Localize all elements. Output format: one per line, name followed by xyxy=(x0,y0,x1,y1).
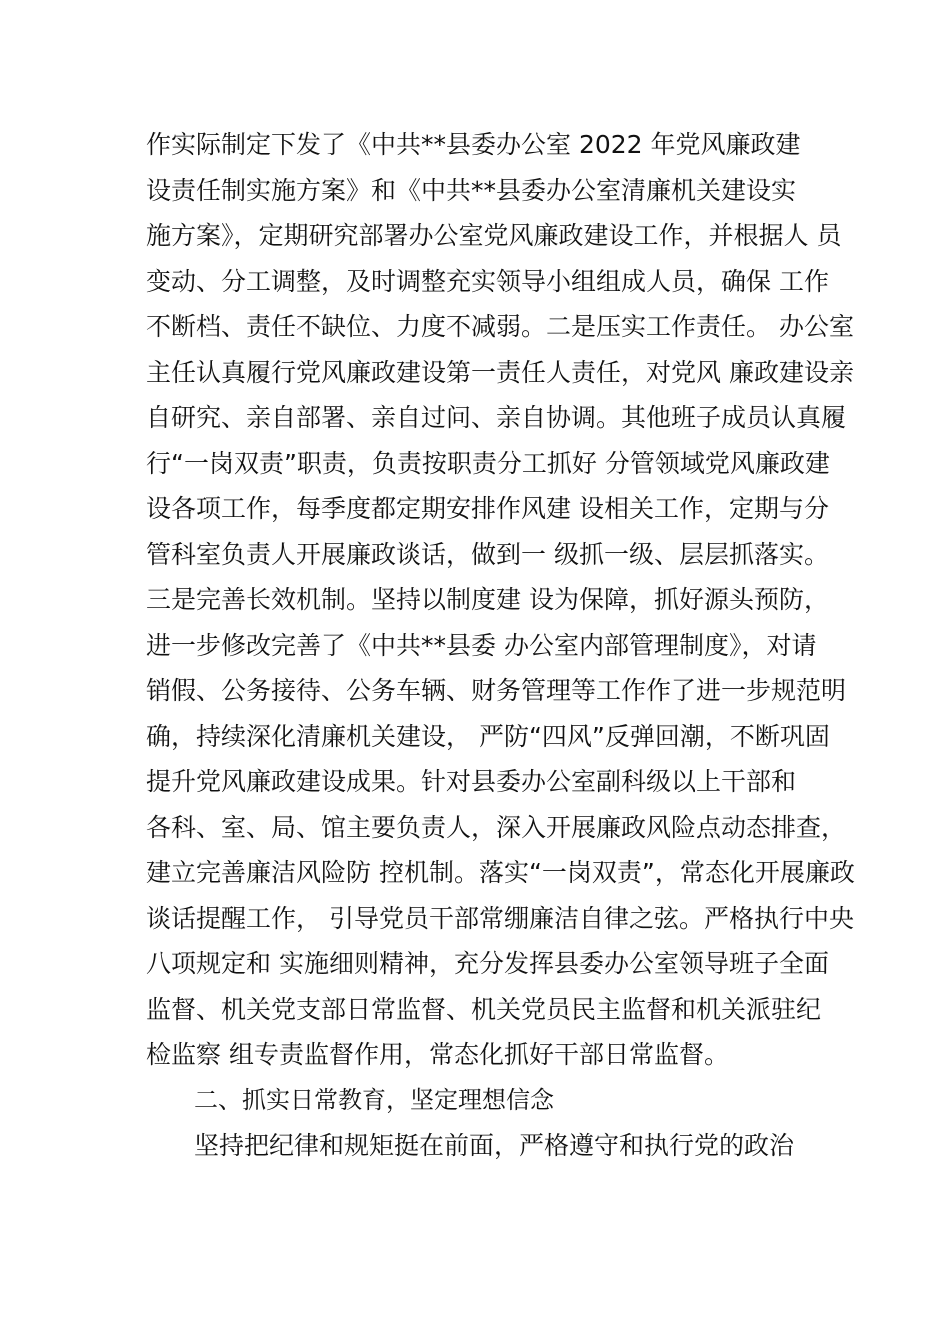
body-line: 各科、室、局、馆主要负责人，深入开展廉政风险点动态排查， xyxy=(146,812,847,842)
body-line: 自研究、亲自部署、亲自过问、亲自协调。其他班子成员认真履 xyxy=(146,403,847,432)
body-line: 变动、分工调整，及时调整充实领导小组组成人员，确保 工作 xyxy=(146,266,829,296)
body-line: 作实际制定下发了《中共**县委办公室 2022 年党风廉政建 xyxy=(146,130,801,159)
body-line: 八项规定和 实施细则精神，充分发挥县委办公室领导班子全面 xyxy=(146,949,829,978)
body-line: 三是完善长效机制。坚持以制度建 设为保障，抓好源头预防， xyxy=(146,585,829,614)
document-body xyxy=(146,122,855,1169)
body-line: 行“一岗双责”职责，负责按职责分工抓好 分管领域党风廉政建 xyxy=(146,448,830,478)
body-line: 设各项工作，每季度都定期安排作风建 设相关工作，定期与分 xyxy=(146,494,829,523)
body-line: 主任认真履行党风廉政建设第一责任人责任，对党风 廉政建设亲 xyxy=(146,357,854,387)
body-line: 施方案》，定期研究部署办公室党风廉政建设工作，并根据人 员 xyxy=(146,221,842,250)
body-line: 提升党风廉政建设成果。针对县委办公室副科级以上干部和 xyxy=(146,767,797,796)
body-line: 销假、公务接待、公务车辆、财务管理等工作作了进一步规范明 xyxy=(146,676,847,705)
closing-line: 坚持把纪律和规矩挺在前面，严格遵守和执行党的政治 xyxy=(194,1131,795,1160)
body-line: 检监察 组专责监督作用，常态化抓好干部日常监督。 xyxy=(146,1040,729,1069)
body-line: 设责任制实施方案》和《中共**县委办公室清廉机关建设实 xyxy=(146,175,797,205)
body-line: 进一步修改完善了《中共**县委 办公室内部管理制度》，对请 xyxy=(146,630,817,660)
body-line: 建立完善廉洁风险防 控机制。落实“一岗双责”，常态化开展廉政 xyxy=(146,858,855,887)
body-line: 监督、机关党支部日常监督、机关党员民主监督和机关派驻纪 xyxy=(146,994,822,1024)
body-line: 确，持续深化清廉机关建设， 严防“四风”反弹回潮，不断巩固 xyxy=(146,721,830,751)
body-line: 不断档、责任不缺位、力度不减弱。二是压实工作责任。 办公室 xyxy=(146,312,854,341)
body-line: 谈话提醒工作， 引导党员干部常绷廉洁自律之弦。严格执行中央 xyxy=(146,903,854,933)
section-heading: 二、抓实日常教育，坚定理想信念 xyxy=(194,1085,554,1114)
body-line: 管科室负责人开展廉政谈话，做到一 级抓一级、层层抓落实。 xyxy=(146,539,829,569)
